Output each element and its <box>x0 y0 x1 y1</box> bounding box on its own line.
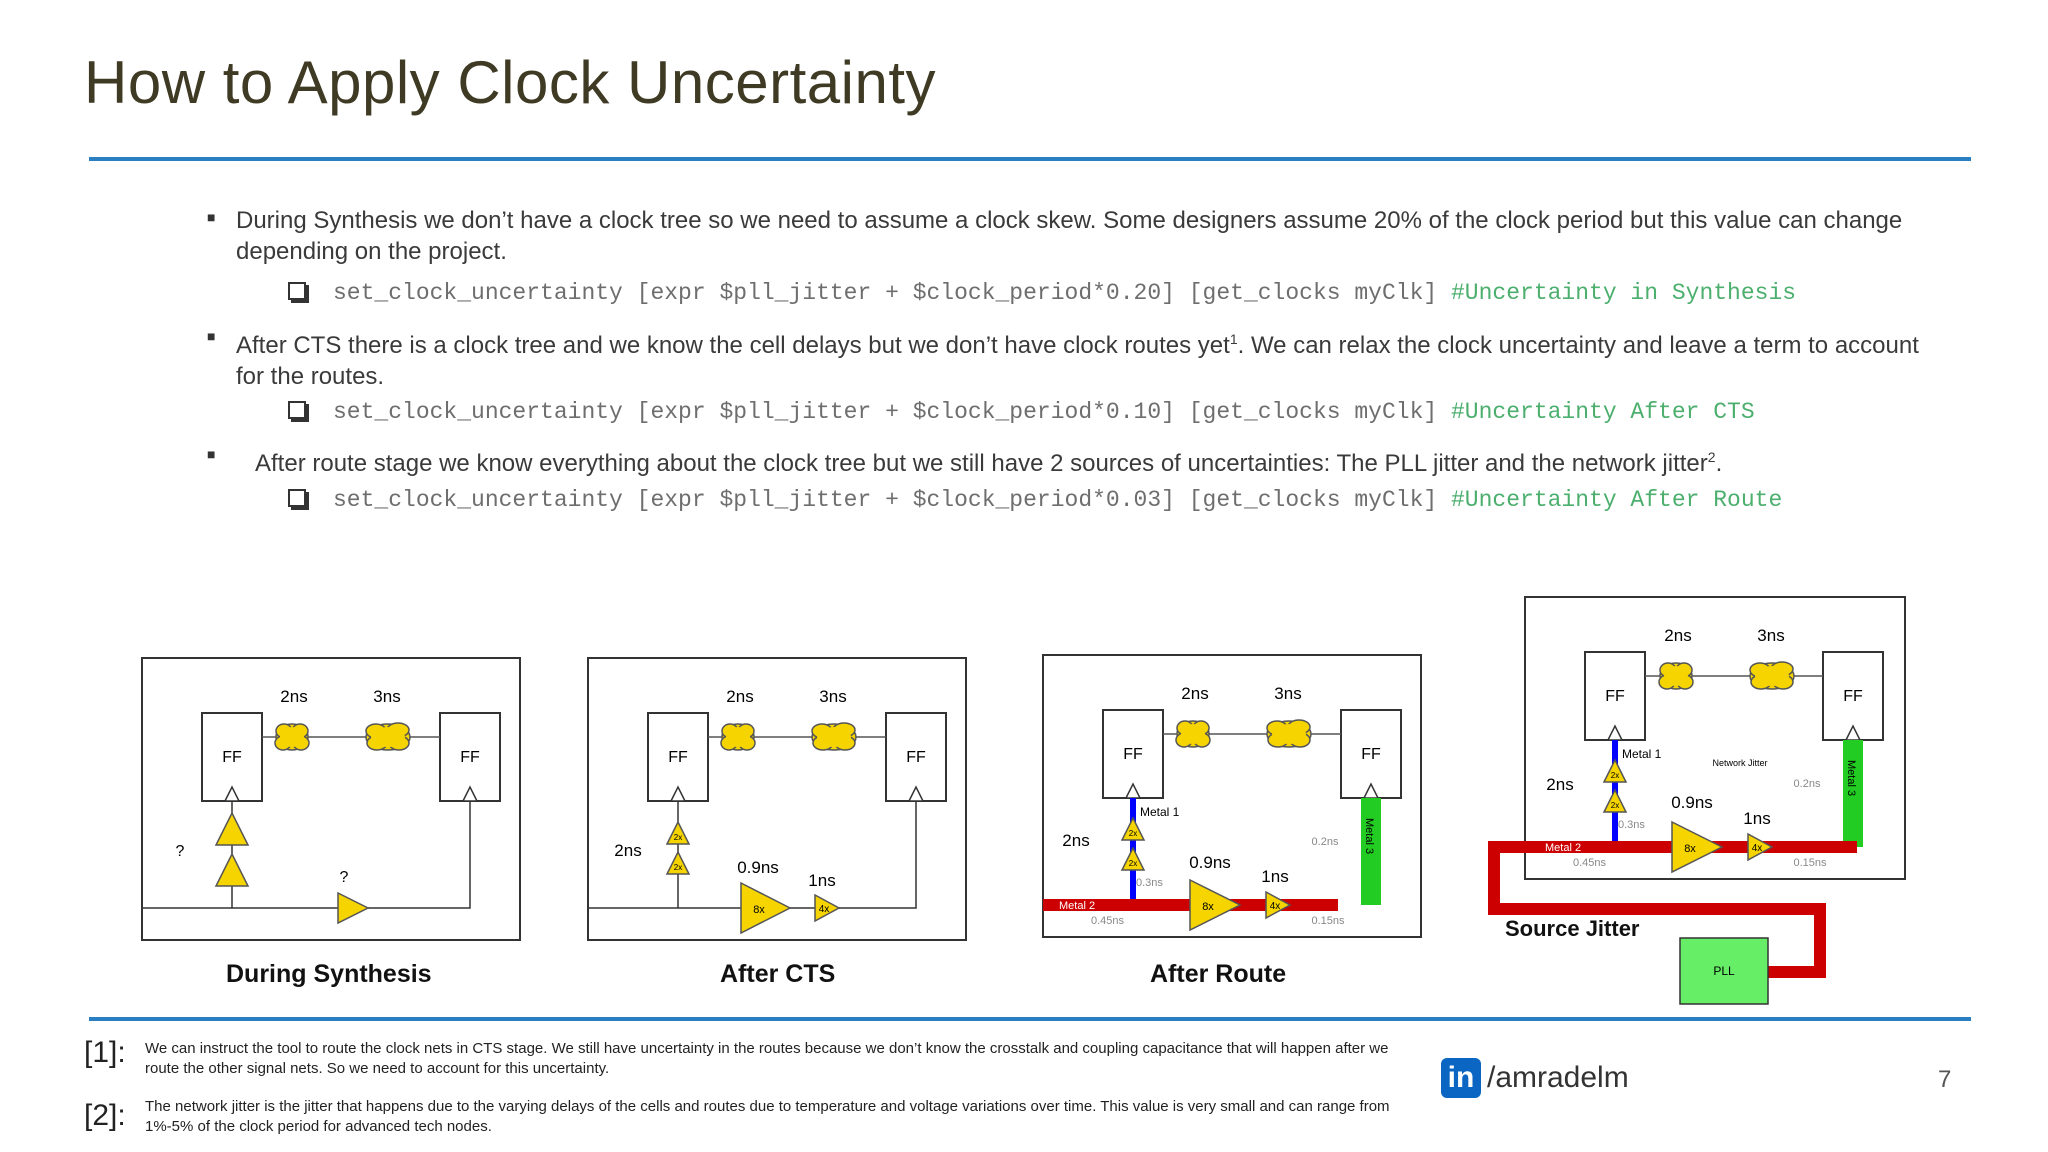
bullet-marker: ■ <box>207 446 216 462</box>
ff-label: FF <box>906 749 926 766</box>
buffer-size: 4x <box>1751 843 1763 854</box>
logic-cloud-icon <box>1750 662 1794 689</box>
route-delay: 0.45ns <box>1091 915 1125 927</box>
footnote-ref: 2 <box>1707 449 1716 465</box>
buffer-size: 2x <box>673 833 683 842</box>
delay-label: 1ns <box>1743 809 1771 828</box>
buffer-size: 8x <box>1202 901 1214 913</box>
ff-label: FF <box>1123 746 1143 763</box>
bullet-synthesis: During Synthesis we don’t have a clock tree so we need to assume a clock skew. Some designers assume 20% of the clock period but this value can change depending on the project. <box>236 207 1903 265</box>
delay-label: 2ns <box>1062 831 1090 850</box>
footnote-mark: [1]: <box>84 1036 126 1069</box>
delay-label: 0.9ns <box>737 858 779 877</box>
delay-label: 3ns <box>819 687 847 706</box>
code-text: set_clock_uncertainty [expr $pll_jitter + $clock_period*0.03] [get_clocks myClk] <box>333 487 1438 513</box>
metal1-label: Metal 1 <box>1622 747 1662 761</box>
logic-cloud-icon <box>721 724 755 750</box>
delay-label: 0.9ns <box>1671 793 1713 812</box>
footnote-1: We can instruct the tool to route the clock nets in CTS stage. We still have uncertainty in the routes because we don’t know the crosstalk and coupling capacitance that will happen after we route the other signal nets. So we need to account for this uncertainty. <box>145 1040 1389 1077</box>
page-number: 7 <box>1938 1066 1952 1093</box>
buffer-size: 8x <box>753 904 765 916</box>
logic-cloud-icon <box>812 723 856 750</box>
pll-label: PLL <box>1713 964 1735 978</box>
bullet-text: . We can relax the clock uncertainty and leave a term to account for the routes. <box>236 332 1919 390</box>
buffer-size: 2x <box>1128 859 1138 868</box>
caption-cts: After CTS <box>720 960 836 988</box>
buffer-size: 4x <box>1269 901 1281 912</box>
metal1-label: Metal 1 <box>1140 805 1180 819</box>
unknown-label: ? <box>339 869 349 886</box>
route-delay: 0.15ns <box>1793 857 1827 869</box>
logic-cloud-icon <box>1267 720 1311 747</box>
caption-synthesis: During Synthesis <box>226 960 432 988</box>
buffer-size: 4x <box>818 904 830 915</box>
metal3-label: Metal 3 <box>1363 818 1375 855</box>
route-delay: 0.2ns <box>1311 836 1339 848</box>
code-text: set_clock_uncertainty [expr $pll_jitter + $clock_period*0.10] [get_clocks myClk] <box>333 399 1438 425</box>
logic-cloud-icon <box>1659 663 1693 689</box>
delay-label: 2ns <box>726 687 754 706</box>
delay-label: 3ns <box>1757 626 1785 645</box>
route-delay: 0.3ns <box>1136 877 1163 889</box>
linkedin-icon[interactable]: in <box>1441 1058 1481 1098</box>
code-text: set_clock_uncertainty [expr $pll_jitter + $clock_period*0.20] [get_clocks myClk] <box>333 280 1438 306</box>
network-jitter-label: Network Jitter <box>1712 758 1768 768</box>
slide-title: How to Apply Clock Uncertainty <box>84 49 937 116</box>
delay-label: 1ns <box>808 871 836 890</box>
route-delay: 0.2ns <box>1793 778 1821 790</box>
buffer-size: 2x <box>1610 771 1620 780</box>
logic-cloud-icon <box>1176 721 1210 747</box>
footnote-mark: [2]: <box>84 1099 126 1132</box>
bullet-marker: ■ <box>207 328 216 344</box>
ff-label: FF <box>460 749 480 766</box>
bullet-text: After route stage we know everything about the clock tree but we still have 2 sources of uncertainties: The PLL jitter and the network jitter <box>255 450 1708 477</box>
delay-label: 1ns <box>1261 867 1289 886</box>
footnote-ref: 1 <box>1229 331 1238 347</box>
ff-label: FF <box>1605 688 1625 705</box>
ff-label: FF <box>222 749 242 766</box>
route-delay: 0.15ns <box>1311 915 1345 927</box>
diagram-route <box>1043 655 1421 937</box>
logic-cloud-icon <box>366 723 410 750</box>
buffer-size: 2x <box>1128 829 1138 838</box>
diagram-jitter <box>1494 597 1905 1004</box>
source-jitter-label: Source Jitter <box>1505 916 1640 941</box>
delay-label: 2ns <box>614 841 642 860</box>
route-delay: 0.45ns <box>1573 857 1607 869</box>
delay-label: 2ns <box>1181 684 1209 703</box>
code-comment: #Uncertainty in Synthesis <box>1451 280 1797 306</box>
delay-label: 0.9ns <box>1189 853 1231 872</box>
route-delay: 0.3ns <box>1618 819 1645 831</box>
logic-cloud-icon <box>275 724 309 750</box>
delay-label: 3ns <box>373 687 401 706</box>
delay-label: 2ns <box>1664 626 1692 645</box>
ff-label: FF <box>1843 688 1863 705</box>
code-comment: #Uncertainty After Route <box>1451 487 1783 513</box>
caption-route: After Route <box>1150 960 1287 988</box>
diagram-cts <box>588 658 966 940</box>
buffer-size: 2x <box>673 863 683 872</box>
bullet-text: After CTS there is a clock tree and we know the cell delays but we don’t have clock routes yet <box>236 332 1230 359</box>
delay-label: 3ns <box>1274 684 1302 703</box>
metal3-label: Metal 3 <box>1845 760 1857 797</box>
footnote-2: The network jitter is the jitter that happens due to the varying delays of the cells and routes due to temperature and voltage variations over time. This value is very small and can range from 1%-5% of the clock period for advanced tech nodes. <box>145 1098 1390 1135</box>
metal2-label: Metal 2 <box>1059 900 1096 912</box>
ff-label: FF <box>1361 746 1381 763</box>
footer-divider <box>89 1017 1971 1021</box>
buffer-size: 8x <box>1684 843 1696 855</box>
code-comment: #Uncertainty After CTS <box>1451 399 1755 425</box>
buffer-size: 2x <box>1610 801 1620 810</box>
linkedin-handle[interactable]: /amradelm <box>1487 1061 1629 1094</box>
delay-label: 2ns <box>1546 775 1574 794</box>
ff-label: FF <box>668 749 688 766</box>
unknown-label: ? <box>175 843 185 860</box>
metal2-label: Metal 2 <box>1545 842 1582 854</box>
bullet-marker: ■ <box>207 209 216 225</box>
diagram-synthesis <box>142 658 520 940</box>
delay-label: 2ns <box>280 687 308 706</box>
bullet-text: . <box>1715 450 1723 477</box>
